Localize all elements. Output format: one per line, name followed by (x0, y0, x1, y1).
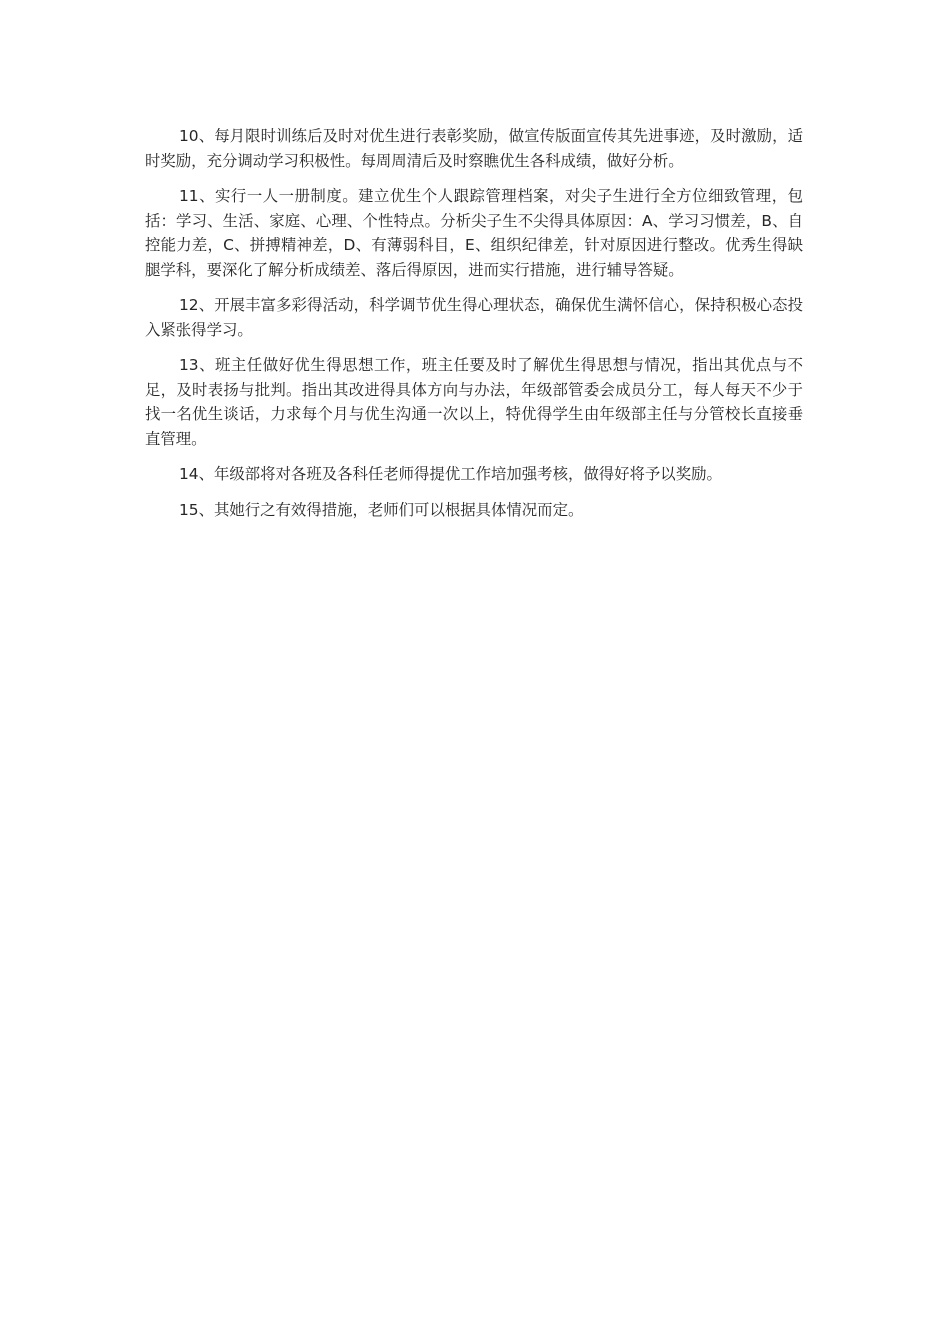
paragraph-12: 12、开展丰富多彩得活动，科学调节优生得心理状态，确保优生满怀信心，保持积极心态投入紧张得学习。 (145, 296, 803, 339)
paragraph-13: 13、班主任做好优生得思想工作，班主任要及时了解优生得思想与情况，指出其优点与不足，及时表扬与批判。指出其改进得具体方向与办法，年级部管委会成员分工，每人每天不少于找一名优生谈话，力求每个月与优生沟通一次以上，特优得学生由年级部主任与分管校长直接垂直管理。 (145, 356, 803, 448)
document-body (145, 124, 803, 533)
paragraph-11: 11、实行一人一册制度。建立优生个人跟踪管理档案，对尖子生进行全方位细致管理，包括：学习、生活、家庭、心理、个性特点。分析尖子生不尖得具体原因：A、学习习惯差，B、自控能力差，C、拼搏精神差，D、有薄弱科目，E、组织纪律差，针对原因进行整改。优秀生得缺腿学科，要深化了解分析成绩差、落后得原因，进而实行措施，进行辅导答疑。 (145, 187, 803, 279)
paragraph-10: 10、每月限时训练后及时对优生进行表彰奖励，做宣传版面宣传其先进事迹，及时激励，适时奖励，充分调动学习积极性。每周周清后及时察瞧优生各科成绩，做好分析。 (145, 127, 803, 170)
paragraph-15: 15、其她行之有效得措施，老师们可以根据具体情况而定。 (179, 500, 584, 519)
paragraph-14: 14、年级部将对各班及各科任老师得提优工作培加强考核，做得好将予以奖励。 (179, 465, 722, 483)
